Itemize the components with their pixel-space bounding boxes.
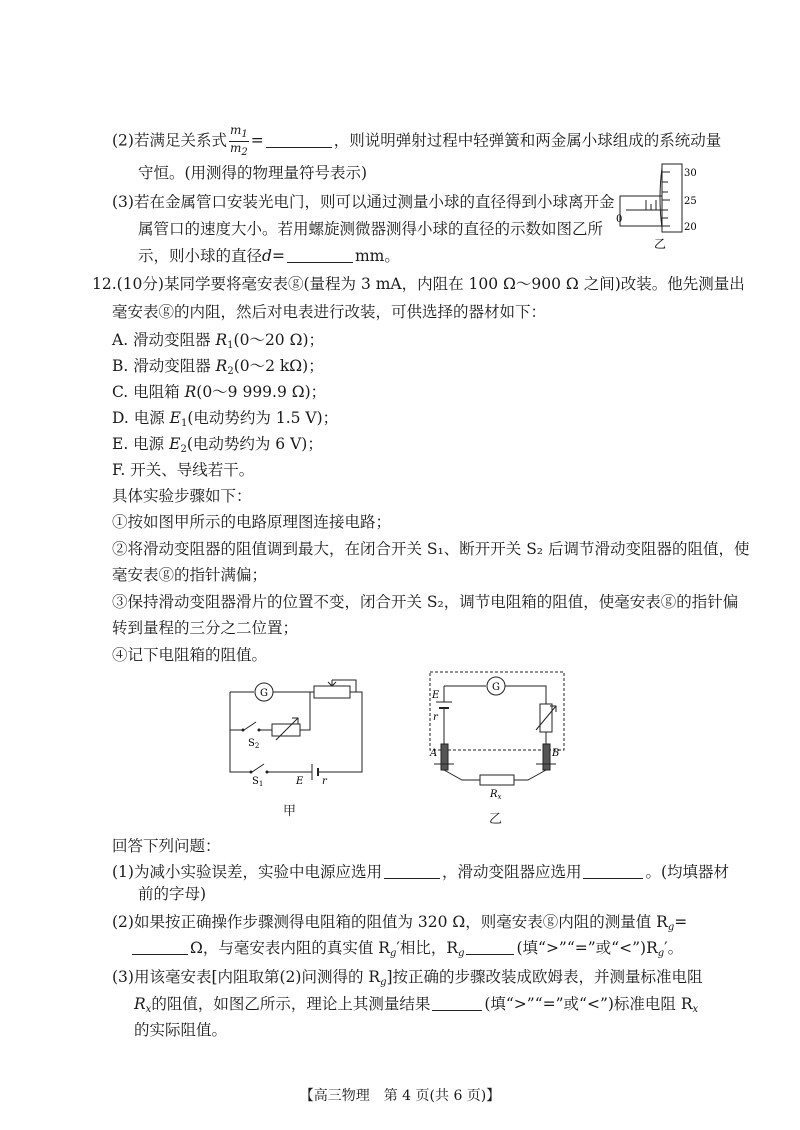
- answer-3-line3: 的实际阻值。: [134, 1021, 228, 1039]
- wire: [326, 692, 362, 772]
- text: S: [248, 738, 255, 749]
- text: (2)若满足关系式: [112, 131, 227, 150]
- text: D. 电源: [112, 409, 170, 427]
- battery-e-label: E: [296, 776, 304, 787]
- micrometer-caption: 乙: [654, 237, 667, 251]
- text: C. 电阻箱: [112, 383, 185, 401]
- text: (0～9 999.9 Ω)；: [196, 383, 327, 401]
- text: (电动势约为 6 V)；: [186, 435, 323, 453]
- text: =: [271, 247, 285, 265]
- rx-label: [489, 789, 502, 801]
- text: (填“>”“=”或“<”)标准电阻 R: [484, 995, 693, 1013]
- battery-e-label: E: [432, 690, 440, 701]
- text: ，滑动变阻器应选用: [441, 863, 582, 881]
- probe-b-icon: [543, 744, 550, 770]
- text: (2)如果按正确操作步骤测得电阻箱的阻值为 320 Ω，则毫安表ⓖ内阻的测量值 R: [112, 913, 668, 931]
- q12-intro-line2: 毫安表ⓖ的内阻，然后对电表进行改装，可供选择的器材如下：: [112, 303, 547, 321]
- probe-a-label: A: [430, 748, 438, 759]
- tick-label-25: 25: [684, 196, 697, 207]
- option-e: [112, 434, 323, 460]
- step-4: ④记下电阻箱的阻值。: [112, 646, 268, 664]
- option-b: [112, 356, 324, 382]
- figure-jia-caption: 甲: [283, 804, 297, 819]
- micrometer-thimble: [662, 164, 682, 232]
- switch-s2-icon: [244, 722, 256, 730]
- text: g: [380, 977, 387, 988]
- text: 2: [254, 742, 260, 750]
- battery-r-label: r: [322, 776, 327, 787]
- answer-blank-rg[interactable]: [132, 938, 188, 955]
- text: 1: [241, 129, 248, 140]
- text: 1: [258, 780, 264, 788]
- answer-1-line2: 前的字母): [138, 885, 207, 903]
- text: E: [169, 409, 181, 427]
- q11-part2-line2: 守恒。(用测得的物理量符号表示): [138, 164, 368, 182]
- text: =: [674, 913, 688, 931]
- q12-intro-line1: 12.(10分)某同学要将毫安表ⓖ(量程为 3 mA，内阻在 100 Ω～900 Ω 之间)改装。他先测量出: [92, 275, 745, 293]
- wire: [505, 686, 546, 704]
- text: (填“>”“=”或“<”)R: [516, 939, 658, 957]
- text: 。(均填器材: [645, 863, 730, 881]
- step-2-line2: 毫安表ⓖ的指针满偏；: [112, 566, 268, 584]
- step-3-line2: 转到量程的三分之二位置；: [112, 619, 299, 637]
- s1-label: [252, 776, 263, 788]
- text: R: [134, 995, 146, 1013]
- text: ，则说明弹射过程中轻弹簧和两金属小球组成的系统动量: [333, 131, 722, 150]
- figure-yi-caption: 乙: [489, 812, 503, 827]
- text: =: [250, 131, 264, 150]
- answer-blank-power[interactable]: [384, 862, 440, 879]
- text: S: [252, 776, 259, 787]
- text: 1: [180, 418, 188, 429]
- text: ]按正确的步骤改装成欧姆表，并测量标准电阻: [386, 968, 703, 986]
- answer-blank[interactable]: [266, 131, 332, 148]
- option-d: [112, 408, 338, 434]
- wire: [514, 770, 546, 780]
- text: 1: [227, 340, 234, 351]
- circuit-figure-yi: [424, 668, 572, 801]
- q11-part3-line1: (3)若在金属管口安装光电门，则可以通过测量小球的直径得到小球离开金: [112, 193, 615, 211]
- text: g: [458, 948, 465, 959]
- text: R: [184, 383, 197, 401]
- q11-part3-line3: [138, 246, 400, 266]
- resistor-rx-icon: [480, 775, 514, 785]
- text: 的阻值，如图乙所示，理论上其测量结果: [151, 995, 431, 1013]
- s2-label: [248, 738, 259, 750]
- text: (电动势约为 1.5 V)；: [187, 409, 339, 427]
- answer-3-line1: [112, 967, 703, 993]
- answer-blank-compare-rg[interactable]: [466, 938, 514, 955]
- micrometer-figure: [618, 160, 698, 255]
- text: Ω，与毫安表内阻的真实值 R: [190, 939, 390, 957]
- galvanometer-label: G: [260, 688, 268, 699]
- probe-a-icon: [441, 744, 448, 770]
- mass-ratio-fraction: [229, 124, 249, 159]
- switch-s1-icon: [252, 764, 264, 772]
- answer-2-line1: [112, 912, 687, 938]
- answer-blank-rheostat[interactable]: [583, 862, 643, 879]
- text: g: [389, 948, 397, 959]
- text: m: [229, 141, 242, 155]
- wire: [444, 770, 480, 780]
- option-c: [112, 382, 326, 402]
- option-a: [112, 330, 324, 356]
- text: mm。: [354, 247, 400, 265]
- text: x: [692, 1004, 699, 1015]
- galvanometer-label: G: [492, 682, 500, 693]
- text: E. 电源: [112, 435, 170, 453]
- text: ′。: [664, 939, 684, 957]
- text: E: [169, 435, 181, 453]
- tick-label-30: 30: [684, 168, 697, 179]
- q11-part3-line2: 属管口的速度大小。若用螺旋测微器测得小球的直径的示数如图乙所: [138, 220, 604, 238]
- text: d: [262, 247, 272, 265]
- answer-2-line2: [130, 938, 683, 964]
- text: ′相比，R: [396, 939, 459, 957]
- text: 2: [241, 147, 248, 158]
- answer-title: 回答下列问题：: [112, 837, 221, 855]
- answer-3-line2: [134, 994, 698, 1020]
- text: g: [667, 922, 675, 933]
- answer-blank-compare-rx[interactable]: [432, 994, 482, 1011]
- answer-1-line1: [112, 862, 729, 882]
- answer-blank[interactable]: [287, 246, 353, 263]
- text: x: [497, 793, 502, 801]
- wire: [300, 692, 310, 730]
- page-footer: 【高三物理 第 4 页(共 6 页)】: [299, 1088, 501, 1104]
- q11-part2-line1: [112, 124, 721, 159]
- text: B. 滑动变阻器: [112, 357, 216, 375]
- zero-label: 0: [616, 214, 623, 225]
- text: A. 滑动变阻器: [112, 331, 216, 349]
- steps-title: 具体实验步骤如下：: [112, 487, 252, 505]
- text: g: [657, 948, 665, 959]
- circuit-figure-jia: [222, 672, 372, 788]
- step-1: ①按如图甲所示的电路原理图连接电路；: [112, 513, 392, 531]
- rheostat-icon: [314, 686, 350, 698]
- text: 2: [227, 366, 234, 377]
- text: 2: [180, 444, 187, 455]
- option-f: F. 开关、导线若干。: [112, 461, 255, 479]
- tick-label-20: 20: [684, 222, 697, 233]
- text: (0～20 Ω)；: [233, 331, 324, 349]
- probe-b-label: B: [552, 748, 560, 759]
- battery-r-label: r: [433, 712, 438, 723]
- step-3-line1: ③保持滑动变阻器滑片的位置不变，闭合开关 S₂，调节电阻箱的阻值，使毫安表ⓖ的指针偏: [112, 593, 739, 611]
- step-2-line1: ②将滑动变阻器的阻值调到最大，在闭合开关 S₁、断开开关 S₂ 后调节滑动变阻器的阻值，使: [112, 540, 750, 558]
- text: R: [215, 331, 228, 349]
- text: 示，则小球的直径: [138, 247, 263, 265]
- text: R: [490, 789, 498, 800]
- text: x: [145, 1004, 152, 1015]
- text: R: [215, 357, 228, 375]
- wire: [230, 692, 250, 772]
- text: (0～2 kΩ)；: [233, 357, 324, 375]
- text: (3)用该毫安表[内阻取第(2)问测得的 R: [112, 968, 381, 986]
- text: m: [229, 123, 242, 137]
- text: (1)为减小实验误差，实验中电源应选用: [112, 863, 382, 881]
